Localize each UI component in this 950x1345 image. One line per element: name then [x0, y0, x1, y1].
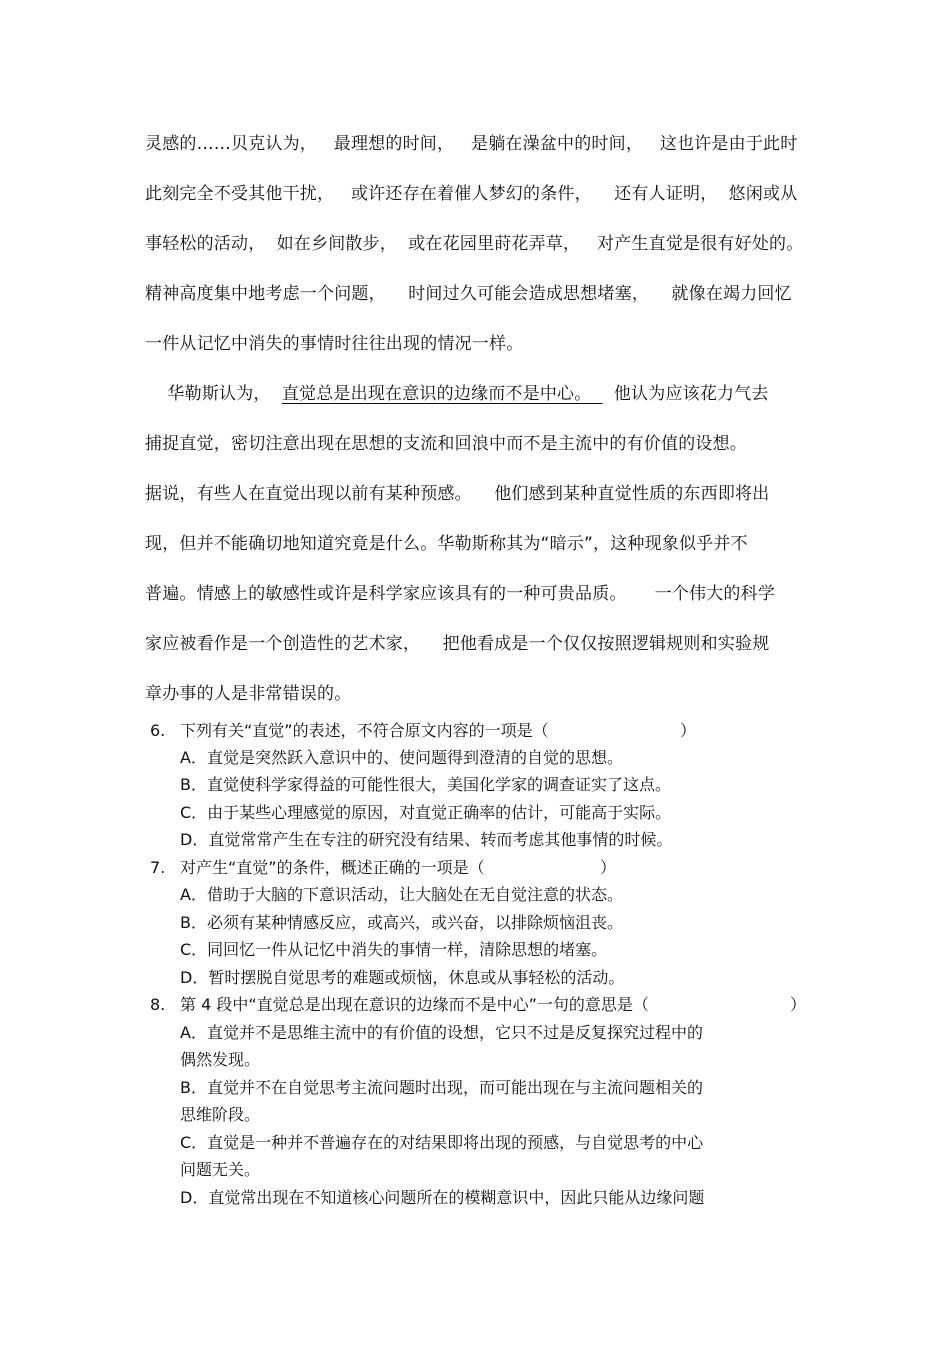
- option-d: D．直觉常出现在不知道核心问题所在的模糊意识中，因此只能从边缘问题: [180, 1188, 705, 1207]
- passage-text: 他认为应该花力气去: [602, 384, 769, 404]
- underlined-sentence: 直觉总是出现在意识的边缘而不是中心。: [281, 384, 603, 404]
- option-d: D．暂时摆脱自觉思考的难题或烦恼，休息或从事轻松的活动。: [180, 968, 625, 987]
- option-a: A．借助于大脑的下意识活动，让大脑处在无自觉注意的状态。: [180, 885, 623, 904]
- question-number: 6.: [150, 721, 166, 740]
- passage-line: 据说，有些人在直觉出现以前有某种预感。 他们感到某种直觉性质的东西即将出: [145, 484, 770, 504]
- option-b: B．直觉使科学家得益的可能性很大，美国化学家的调查证实了这点。: [180, 775, 671, 794]
- option-a-continued: 偶然发现。: [180, 1050, 261, 1069]
- passage-line-with-underline: [145, 383, 769, 405]
- passage-line: 灵感的……贝克认为， 最理想的时间， 是躺在澡盆中的时间， 这也许是由于此时: [145, 134, 798, 154]
- passage-line: 此刻完全不受其他干扰， 或许还存在着催人梦幻的条件， 还有人证明， 悠闲或从: [145, 184, 798, 204]
- answer-blank-close: ）: [790, 995, 807, 1014]
- option-b: B．直觉并不在自觉思考主流问题时出现，而可能出现在与主流问题相关的: [180, 1078, 703, 1097]
- question-stem: 第 4 段中“直觉总是出现在意识的边缘而不是中心”一句的意思是（: [180, 995, 649, 1014]
- option-c: C．由于某些心理感觉的原因，对直觉正确率的估计，可能高于实际。: [180, 803, 672, 822]
- option-b: B．必须有某种情感反应，或高兴，或兴奋，以排除烦恼沮丧。: [180, 913, 623, 932]
- passage-line: 捕捉直觉，密切注意出现在思想的支流和回浪中而不是主流中的有价值的设想。: [145, 434, 747, 454]
- passage-text: 华勒斯认为，: [145, 384, 282, 404]
- question-stem: 下列有关“直觉”的表述，不符合原文内容的一项是（: [180, 721, 549, 740]
- passage-line: 现，但并不能确切地知道究竟是什么。华勒斯称其为“暗示”，这种现象似乎并不: [145, 534, 748, 554]
- option-c: C．直觉是一种并不普遍存在的对结果即将出现的预感，与自觉思考的中心: [180, 1133, 704, 1152]
- option-a: A．直觉并不是思维主流中的有价值的设想，它只不过是反复探究过程中的: [180, 1023, 703, 1042]
- question-number: 8.: [150, 995, 166, 1014]
- option-d: D．直觉常常产生在专注的研究没有结果、转而考虑其他事情的时候。: [180, 830, 673, 849]
- passage-line: 章办事的人是非常错误的。: [145, 684, 352, 704]
- question-number: 7.: [150, 858, 166, 877]
- passage-line: 普遍。情感上的敏感性或许是科学家应该具有的一种可贵品质。 一个伟大的科学: [145, 584, 776, 604]
- answer-blank-close: ）: [680, 721, 697, 740]
- answer-blank-close: ）: [600, 858, 617, 877]
- question-stem: 对产生“直觉”的条件，概述正确的一项是（: [180, 858, 485, 877]
- option-b-continued: 思维阶段。: [180, 1105, 261, 1124]
- option-c-continued: 问题无关。: [180, 1160, 261, 1179]
- passage-line: 精神高度集中地考虑一个问题， 时间过久可能会造成思想堵塞， 就像在竭力回忆: [145, 284, 792, 304]
- option-a: A．直觉是突然跃入意识中的、使问题得到澄清的自觉的思想。: [180, 748, 623, 767]
- option-c: C．同回忆一件从记忆中消失的事情一样，清除思想的堵塞。: [180, 940, 608, 959]
- passage-line: 一件从记忆中消失的事情时往往出现的情况一样。: [145, 334, 524, 354]
- passage-line: 事轻松的活动， 如在乡间散步， 或在花园里莳花弄草， 对产生直觉是很有好处的。: [145, 234, 804, 254]
- passage-line: 家应被看作是一个创造性的艺术家， 把他看成是一个仅仅按照逻辑规则和实验规: [145, 634, 770, 654]
